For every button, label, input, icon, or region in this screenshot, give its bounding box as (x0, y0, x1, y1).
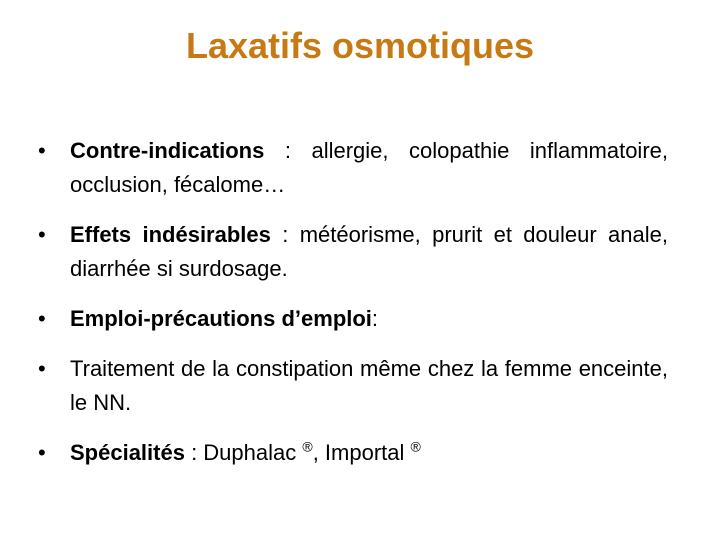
slide-title: Laxatifs osmotiques (185, 25, 535, 66)
bullet-label: Emploi-précautions d’emploi (70, 306, 372, 331)
bullet-list (38, 134, 668, 486)
bullet-contre-indications (38, 134, 668, 202)
bullet-icon: • (38, 306, 46, 331)
bullet-icon: • (38, 222, 46, 247)
bullet-emploi-precautions (38, 302, 668, 336)
bullet-label: Contre-indications (70, 138, 265, 163)
bullet-traitement (38, 352, 668, 420)
bullet-text: : météorisme, prurit et douleur anale, diarrhée si surdosage. (70, 222, 668, 281)
bullet-icon: • (38, 138, 46, 163)
bullet-text: : allergie, colopathie inflammatoire, occlusion, fécalome… (70, 138, 668, 197)
bullet-label: Effets indésirables (70, 222, 271, 247)
bullet-text: , Importal (312, 440, 411, 465)
bullet-text: : Duphalac (184, 440, 303, 465)
registered-mark: ® (302, 438, 313, 455)
bullet-specialites (38, 436, 668, 470)
bullet-label: Spécialités (70, 440, 185, 465)
bullet-effets-indesirables (38, 218, 668, 286)
registered-mark: ® (410, 438, 421, 455)
bullet-icon: • (38, 440, 46, 465)
bullet-icon: • (38, 356, 46, 381)
bullet-text: Traitement de la constipation même chez la femme enceinte, le NN. (70, 356, 668, 415)
bullet-text: : (371, 306, 379, 331)
